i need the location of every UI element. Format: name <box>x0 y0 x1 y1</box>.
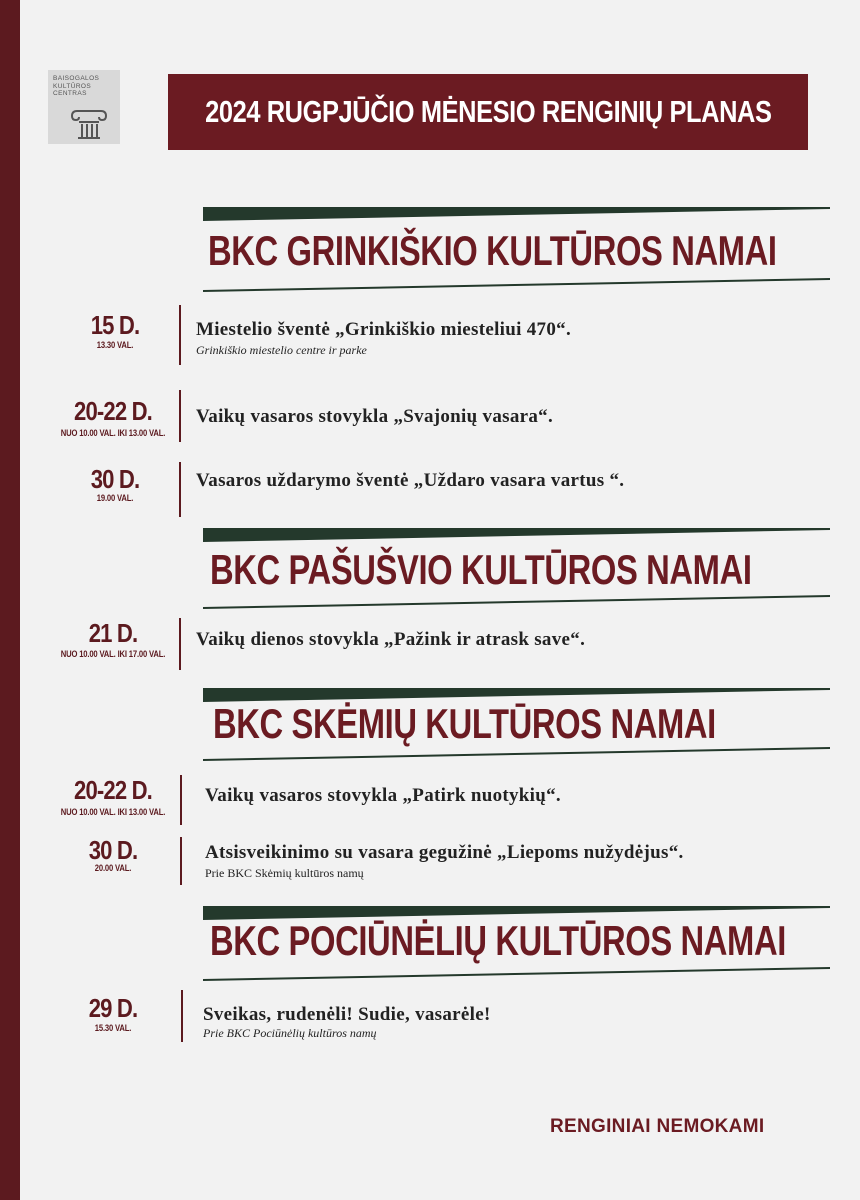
section-title: BKC PAŠUŠVIO KULTŪROS NAMAI <box>210 546 752 593</box>
logo-line-2: KULTŪROS <box>53 82 92 90</box>
event-name: Vaikų vasaros stovykla „Patirk nuotykių“. <box>205 785 561 806</box>
event-divider <box>180 775 182 825</box>
event-location: Grinkiškio miestelio centre ir parke <box>196 343 367 357</box>
event-time: NUO 10.00 VAL. IKI 13.00 VAL. <box>60 428 166 438</box>
column-icon <box>70 110 108 140</box>
event-divider <box>179 305 181 365</box>
event-time: 13.30 VAL. <box>96 340 134 350</box>
event-time: 15.30 VAL. <box>94 1023 132 1033</box>
event-name: Atsisveikinimo su vasara gegužinė „Liepoms nužydėjus“. <box>205 842 684 863</box>
page-title: 2024 RUGPJŪČIO MĖNESIO RENGINIŲ PLANAS <box>204 94 772 129</box>
event-divider <box>181 990 183 1042</box>
baisogala-culture-center-logo <box>48 70 120 144</box>
event-name: Miestelio šventė „Grinkiškio miesteliui 470“. <box>196 319 572 340</box>
section-title: BKC SKĖMIŲ KULTŪROS NAMAI <box>213 700 716 747</box>
event-location: Prie BKC Skėmių kultūros namų <box>205 866 364 880</box>
event-date: 30 D. <box>88 835 138 865</box>
section-header-skemiai <box>0 686 860 762</box>
section-title: BKC GRINKIŠKIO KULTŪROS NAMAI <box>208 227 777 274</box>
event-divider <box>179 390 181 442</box>
section-header-pasusvis <box>0 526 860 610</box>
event-name: Sveikas, rudenėli! Sudie, vasarėle! <box>203 1004 491 1025</box>
logo-line-1: BAISOGALOS <box>53 75 100 82</box>
event-date: 20-22 D. <box>74 396 152 426</box>
page-title-banner <box>168 74 808 150</box>
event-date: 30 D. <box>90 464 140 494</box>
event-date: 20-22 D. <box>74 775 152 805</box>
event-name: Vaikų dienos stovykla „Pažink ir atrask save“. <box>196 629 586 650</box>
section-title: BKC POCIŪNĖLIŲ KULTŪROS NAMAI <box>210 917 786 964</box>
event-divider <box>180 837 182 885</box>
event-time: NUO 10.00 VAL. IKI 13.00 VAL. <box>60 807 166 817</box>
event-name: Vaikų vasaros stovykla „Svajonių vasara“. <box>196 406 554 427</box>
event-date: 29 D. <box>88 993 138 1023</box>
event-date: 21 D. <box>88 618 138 648</box>
event-time: 19.00 VAL. <box>96 493 134 503</box>
logo-line-3: CENTRAS <box>53 90 87 97</box>
event-date: 15 D. <box>90 310 140 340</box>
logo-text <box>53 75 117 98</box>
event-divider <box>179 462 181 517</box>
event-time: NUO 10.00 VAL. IKI 17.00 VAL. <box>60 649 166 659</box>
event-time: 20.00 VAL. <box>94 863 132 873</box>
free-events-note: RENGINIAI NEMOKAMI <box>550 1116 765 1137</box>
event-name: Vasaros uždarymo šventė „Uždaro vasara vartus “. <box>196 470 625 491</box>
event-location: Prie BKC Pociūnėlių kultūros namų <box>203 1026 377 1040</box>
section-header-pociuneliai <box>0 904 860 982</box>
event-divider <box>179 618 181 670</box>
section-header-grinkiskis <box>0 205 860 293</box>
